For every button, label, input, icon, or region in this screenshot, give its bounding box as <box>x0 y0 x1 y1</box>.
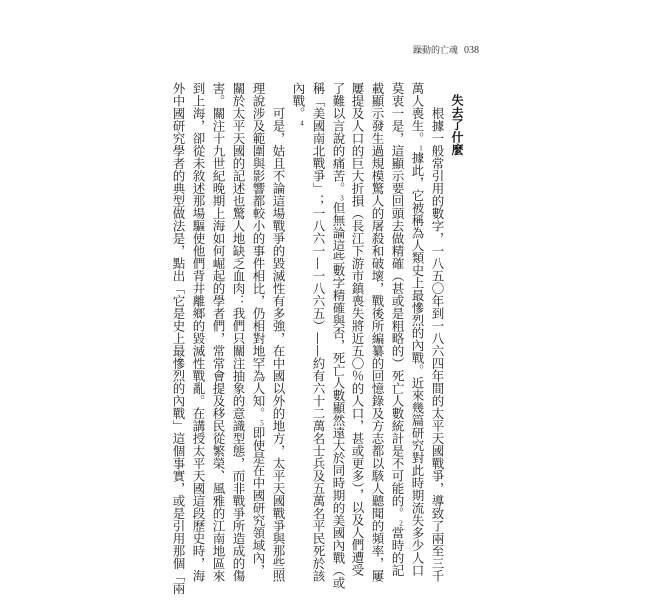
running-header <box>413 45 479 57</box>
text-run: 外中國研究學者的典型做法是，點出「它是史上最慘烈的內戰」這個事實，或是引用那個「兩 <box>171 82 186 595</box>
text-run: 害。關注十九世紀晚期上海如何崛起的學者們，常常會提及移民從繁榮、風雅的江南地區來 <box>211 82 226 582</box>
text-column <box>230 82 246 597</box>
text-column <box>409 82 425 597</box>
text-run: 但無論這些數字精確與否，死亡人數顯然遠大於同時期的美國內戰（或 <box>331 201 346 589</box>
text-run: 了難以言說的痛苦。 <box>331 82 346 195</box>
page-number: 038 <box>464 45 480 56</box>
footnote-marker: 4 <box>300 119 304 127</box>
text-column <box>369 82 385 597</box>
text-run: 稱「美國南北戰爭」；一八六一—一八六五）——約有六十二萬名士兵及五萬名平民死於該 <box>311 82 326 582</box>
text-run: 載顯示發生過規模驚人的屠殺和破壞，戰後所編纂的回憶錄及方志都以駭人聽聞的頻率，屢 <box>370 82 385 582</box>
text-column <box>349 82 365 597</box>
text-run: 屢提及人口的巨大折損（長江下游市鎮喪失將近五〇％的人口，甚或更多），以及人們遭受 <box>350 82 365 576</box>
text-run: 到上海，卻從未敘述那場驅使他們背井離鄉的毀滅性戰亂。在講授太平天國這段歷史時，海 <box>191 82 206 582</box>
text-run: 內戰。 <box>291 82 306 120</box>
footnote-marker: 1 <box>419 144 423 152</box>
text-column <box>330 82 346 597</box>
text-run: 關於太平天國的記述也驚人地缺乏血肉：我們只關注抽象的意識型態，而非戰爭所造成的傷 <box>231 82 246 582</box>
text-column <box>429 82 445 597</box>
running-header-book-title: 躁動的亡魂 <box>413 46 459 56</box>
footnote-marker: 3 <box>340 194 344 202</box>
text-column <box>310 82 326 597</box>
text-run: 即使是在中國研究領域內， <box>251 426 266 577</box>
text-column <box>389 82 405 597</box>
footnote-marker: 2 <box>399 519 403 527</box>
text-run: 莫衷一是，這顯示要回頭去做精確（甚或是粗略的）死亡人數統計是不可能的。 <box>390 82 405 520</box>
text-run: 當時的記 <box>390 526 405 577</box>
text-run: 根據一般常引用的數字，一八五〇年到一八六四年間的太平天國戰爭，導致了兩至三千 <box>430 107 445 582</box>
text-column <box>290 82 306 597</box>
text-column <box>250 82 266 597</box>
text-column <box>210 82 226 597</box>
text-run: 可是，姑且不論這場戰爭的毀滅性有多強，在中國以外的地方，太平天國戰爭與那些照 <box>271 107 286 582</box>
text-run: 理說涉及範圍與影響都較小的事件相比，仍相對地罕為人知。 <box>251 82 266 420</box>
section-title: 失去了什麼 <box>450 94 464 156</box>
footnote-marker: 5 <box>260 419 264 427</box>
text-column <box>270 82 286 597</box>
text-column <box>190 82 206 597</box>
text-run: 據此，它被稱為人類史上最慘烈的內戰。近來幾篇研究對此時期流失多少人口 <box>410 151 425 577</box>
text-run: 萬人喪生。 <box>410 82 425 145</box>
text-column <box>170 82 186 597</box>
